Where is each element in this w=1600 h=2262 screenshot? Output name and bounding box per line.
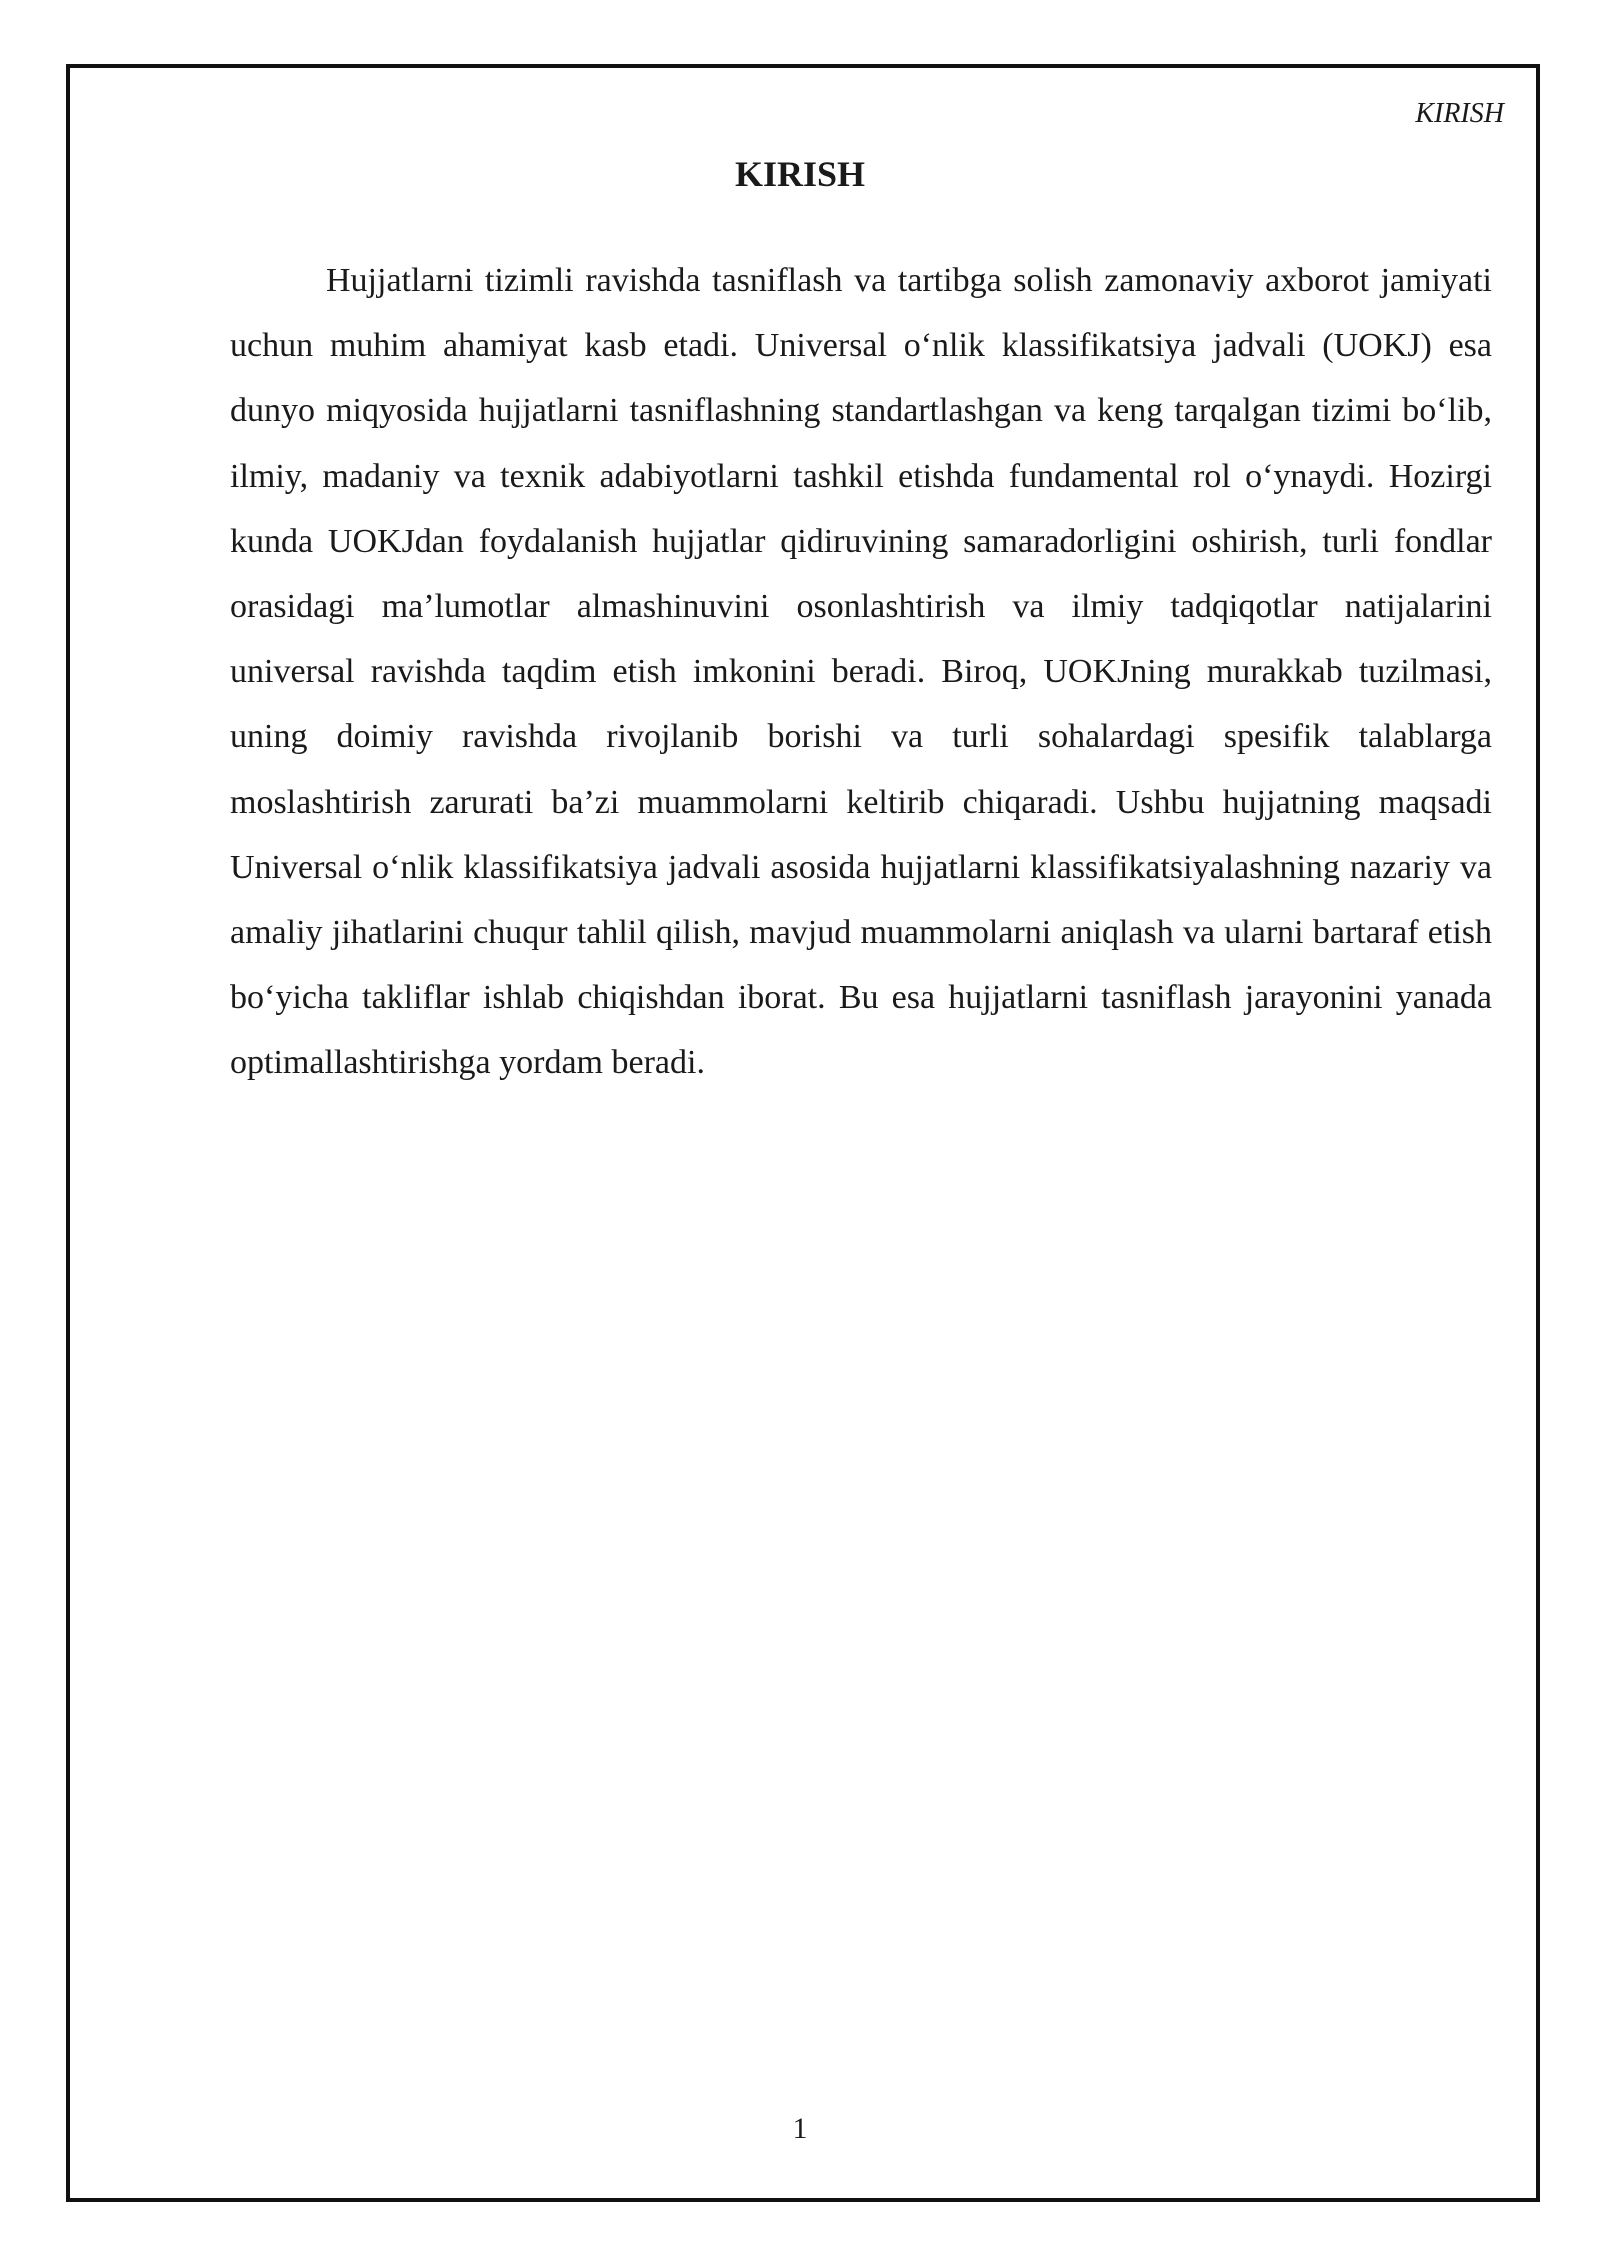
body-paragraph: Hujjatlarni tizimli ravishda tasniflash va tartibga solish zamonaviy axborot jamiyati uchun muhim ahamiyat kasb etadi. Universal o‘nlik klassifikatsiya jadvali (UOKJ) esa dunyo miqyosida hujjatlarni tasniflashning standartlashgan va keng tarqalgan tizimi bo‘lib, ilmiy, madaniy va texnik adabiyotlarni tashkil etishda fundamental rol o‘ynaydi. Hozirgi kunda UOKJdan foydalanish hujjatlar qidiruvining samaradorligini oshirish, turli fondlar orasidagi ma’lumotlar almashinuvini osonlashtirish va ilmiy tadqiqotlar natijalarini universal ravishda taqdim etish imkonini beradi. Biroq, UOKJning murakkab tuzilmasi, uning doimiy ravishda rivojlanib borishi va turli sohalardagi spesifik talablarga moslashtirish zarurati ba’zi muammolarni keltirib chiqaradi. Ushbu hujjatning maqsadi Universal o‘nlik klassifikatsiya jadvali asosida hujjatlarni klassifikatsiyalashning nazariy va amaliy jihatlarini chuqur tahlil qilish, mavjud muammolarni aniqlash va ularni bartaraf etish bo‘yicha takliflar ishlab chiqishdan iborat. Bu esa hujjatlarni tasniflash jarayonini yanada optimallashtirishga yordam beradi.	[230, 262, 1492, 1082]
page-number: 1	[792, 2112, 808, 2145]
running-header: KIRISH	[1415, 98, 1504, 129]
page-title: KIRISH	[734, 154, 866, 194]
